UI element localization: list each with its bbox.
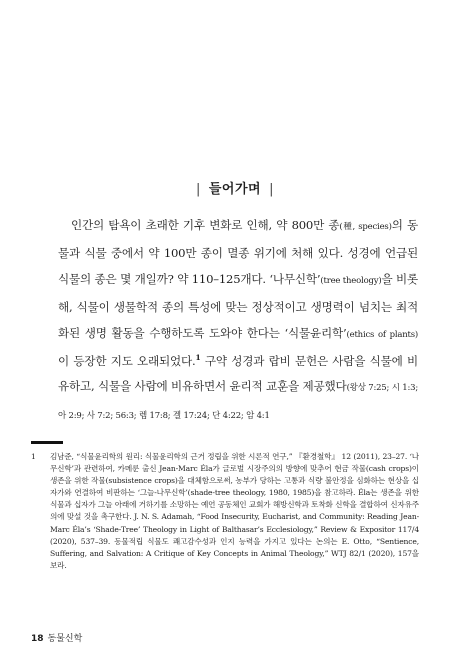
heading-bar-right: | <box>269 182 274 197</box>
sentence-3: 을 비롯해, 식물이 생물학적 종의 특성에 맞는 정상적이고 생명력이 넘치는 최적화된 생명 활동을 수행하도록 도와야 한다는 ‘식물윤리학’ <box>58 271 418 340</box>
section-heading <box>0 178 470 197</box>
ethics-of-plants-gloss: (ethics of plants) <box>346 329 418 340</box>
footnote-reference[interactable]: 1 <box>195 352 201 362</box>
footnote <box>31 451 419 572</box>
body-paragraph <box>58 213 418 430</box>
sentence-4: 이 등장한 지도 오래되었다. <box>58 353 196 368</box>
sentence-2: 의 동물과 식물 중에서 약 100만 종이 멸종 위기에 처해 있다. 성경에 언급된 식물의 종은 몇 개일까? 약 110–125개다. ‘나무신학’ <box>58 218 419 286</box>
section-title: 들어가며 <box>208 182 262 197</box>
footnote-divider <box>31 441 63 444</box>
sentence-1: 인간의 탐욕이 초래한 기후 변화로 인해, 약 800만 종 <box>71 218 340 232</box>
page-number: 18 <box>31 634 44 644</box>
footnote-text: 김남준, “식물윤리학의 원리: 식물윤리학의 근거 정립을 위한 시론적 연구,” 『환경철학』 12 (2011), 23–27. ‘나무신학’과 관련하여, 카메룬 출신 Jean-Marc Éla가 글로벌 시장주의의 방향에 맞추어 현금 작물(cash crops)이 생존을 위한 작물(subsistence crops)을 대체함으로써, 농부가 당하는 고통과 식량 불안정을 심화하는 현상을 십자가와 연결하여 비판하는 ‘그늘-나무신학’(shade-tree theology, 1980, 1985)을 참고하라. Éla는 생존을 위한 식물과 십자가 그늘 아래에 거하기를 소망하는 예언 공동체인 교회가 해방신학과 토착화 신학을 결합하여 신자유주의에 맞설 것을 촉구한다. J. N. S. Adamah, “Food Insecurity, Eucharist, and Community: Reading Jean-Marc Éla’s ‘Shade-Tree’ Theology in Light of Balthasar’s Ecclesiology,” Review & Expositor 117/4 (2020), 537–39. 동물적립 식물도 쾌고감수성과 인지 능력을 가지고 있다는 논의는 E. Otto, “Sentience, Suffering, and Salvation: A Critique of Key Concepts in Animal Theology,” WTJ 82/1 (2020), 157을 보라. <box>50 452 419 570</box>
paragraph-text <box>58 213 418 430</box>
page-footer <box>31 631 82 644</box>
species-gloss: (種, species) <box>339 222 392 232</box>
scripture-references: (왕상 7:25; 시 1:3; 아 2:9; 사 7:2; 56:3; 렘 17:8; 겔 17:24; 단 4:22; 암 4:1 <box>58 383 418 422</box>
tree-theology-gloss: (tree theology) <box>320 275 382 286</box>
sentence-5: 구약 성경과 랍비 문헌은 사람을 식물에 비유하고, 식물을 사람에 비유하면서 윤리적 교훈을 제공했다 <box>58 353 418 394</box>
running-title: 동물신학 <box>47 634 83 644</box>
footnote-number: 1 <box>31 452 36 461</box>
heading-bar-left: | <box>195 182 201 197</box>
